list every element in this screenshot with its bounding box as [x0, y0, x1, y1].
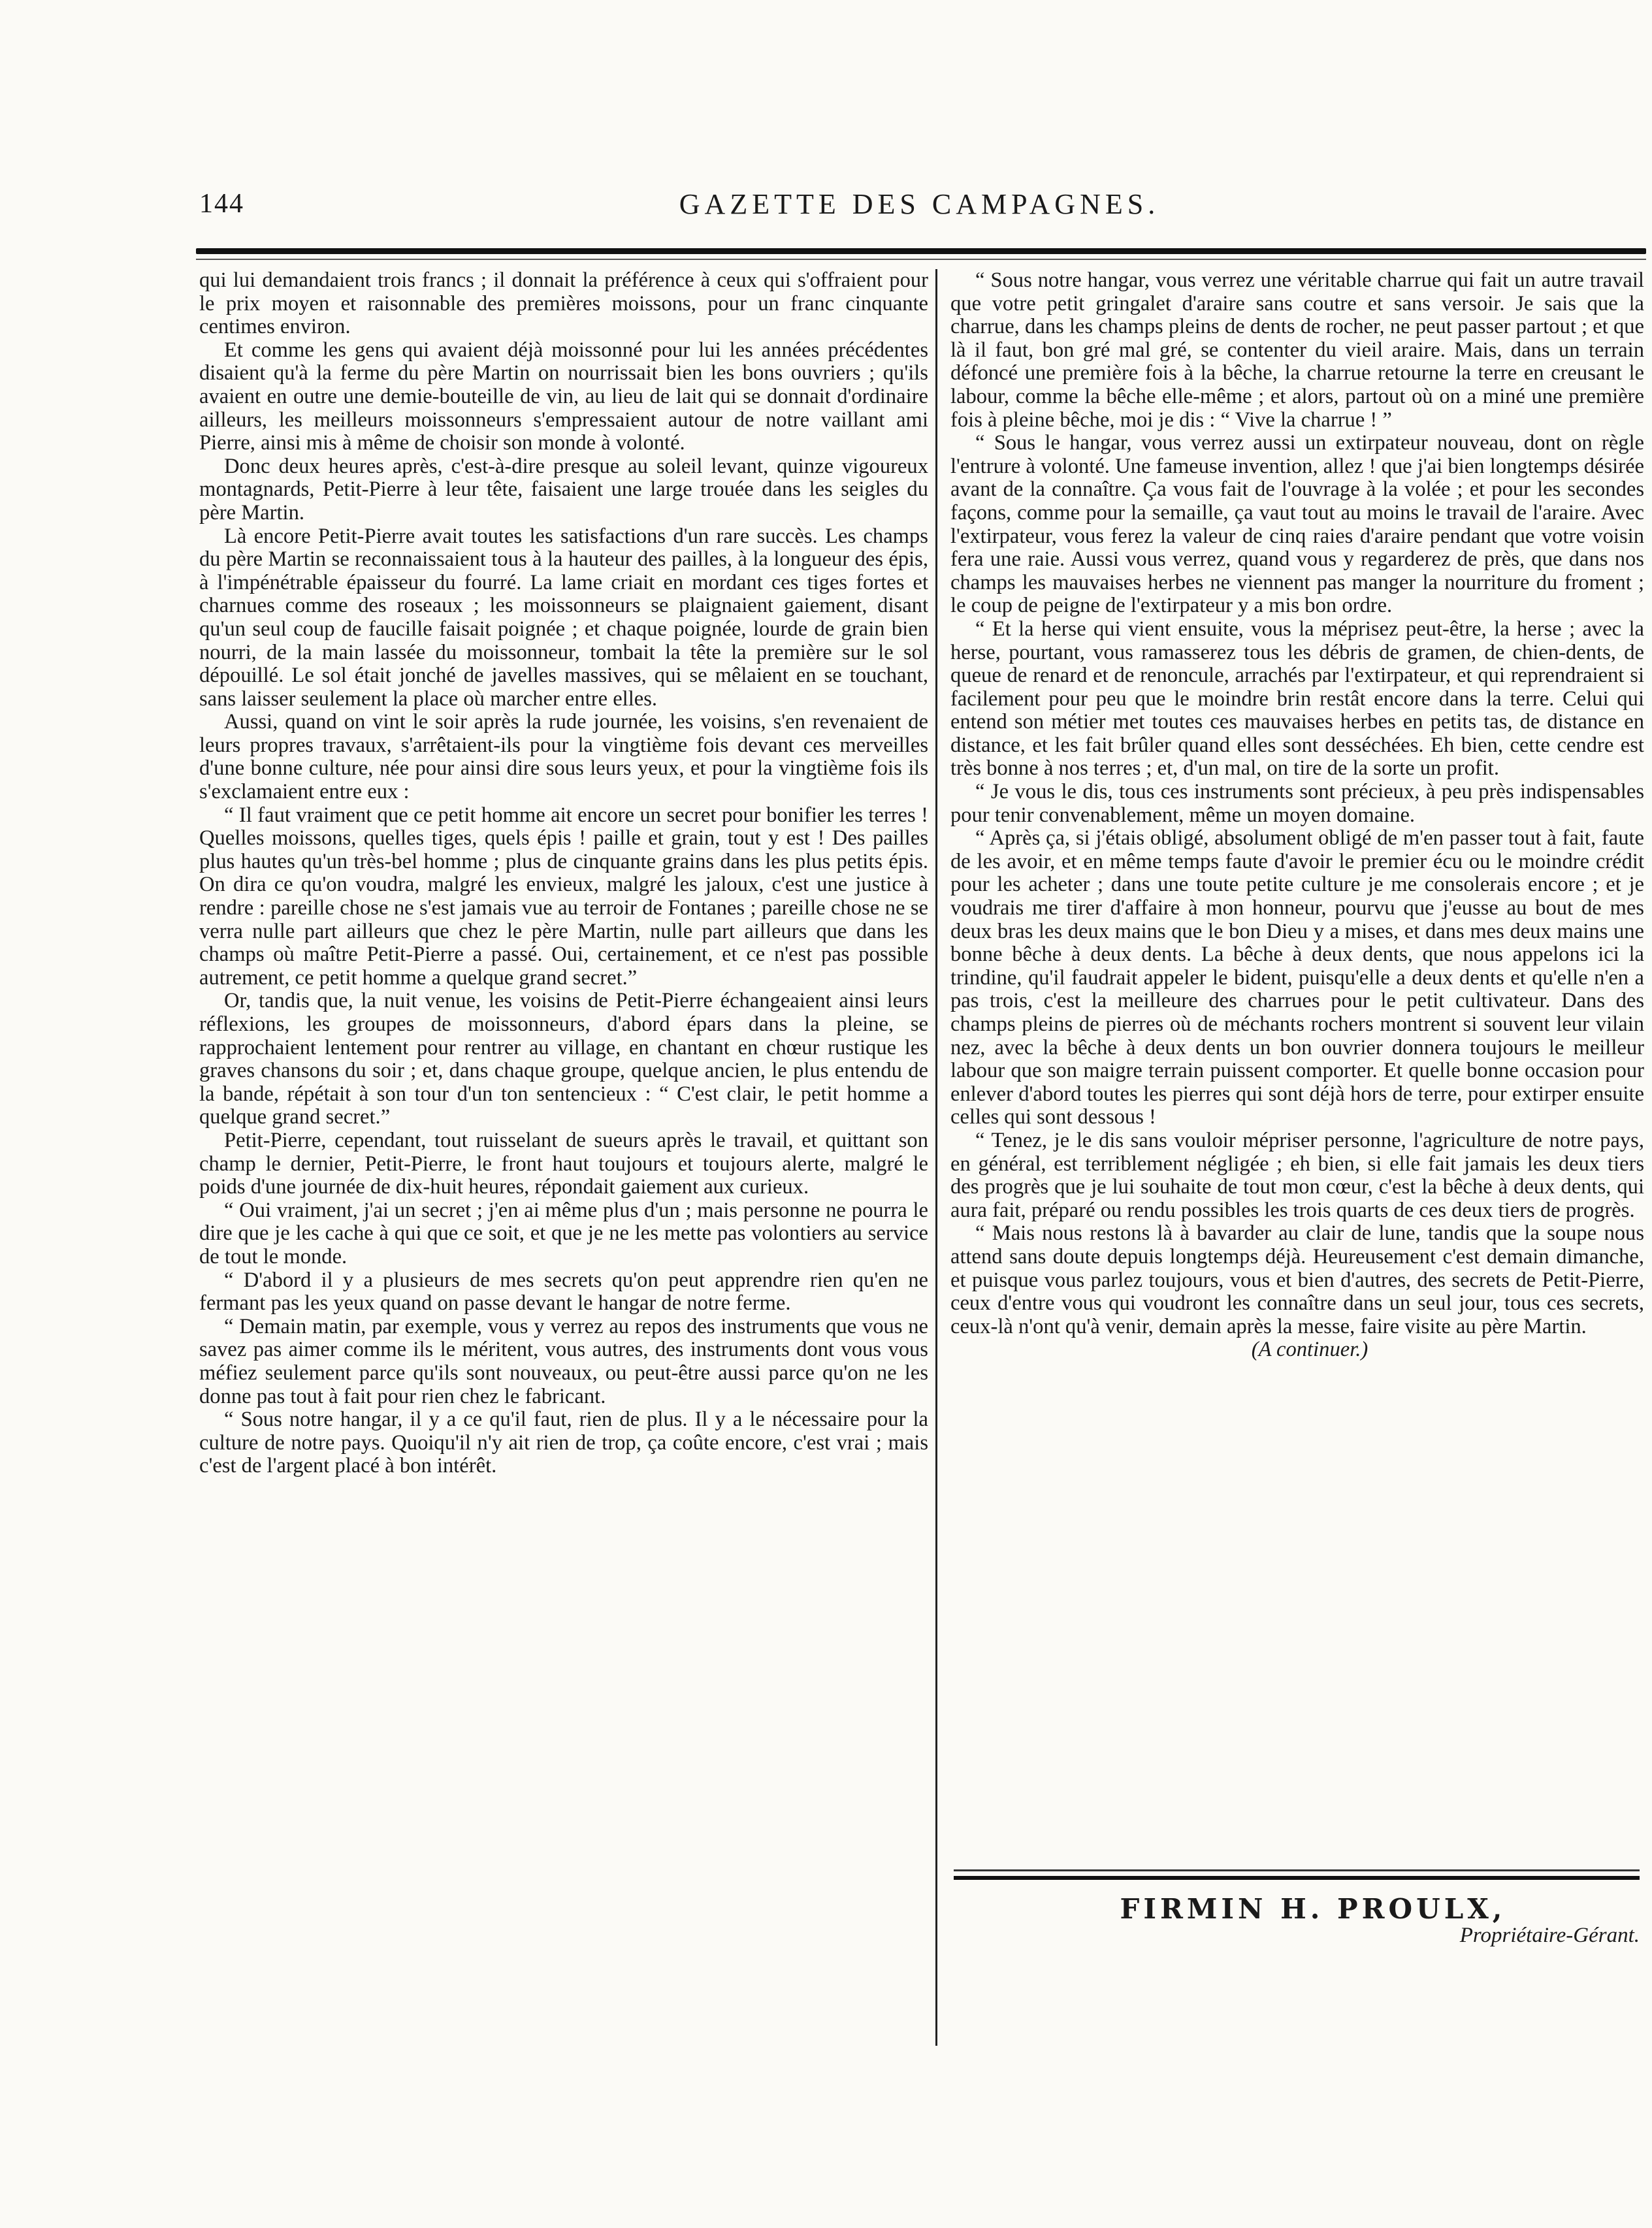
- page-number: 144: [199, 189, 244, 219]
- paragraph: “ Mais nous restons là à bavarder au clair de lune, tandis que la soupe nous attend sans doute depuis longtemps déjà. Heureusement c'est demain dimanche, et puisque vous parlez toujours, vous et bien d'autres, des secrets de Petit-Pierre, ceux d'entre vous qui voudront les connaître dans un seul jour, tous ces secrets, ceux-là n'ont qu'à venir, demain après la messe, faire visite au père Martin.: [950, 1221, 1644, 1338]
- paragraph: Et comme les gens qui avaient déjà moissonné pour lui les années précédentes disaient qu'à la ferme du père Martin on nourrissait bien les bons ouvriers ; qu'ils avaient en outre une demie-bouteille de vin, au lieu de lait qui se donnait d'ordinaire ailleurs, les meilleurs moissonneurs s'empressaient autour de notre vaillant ami Pierre, ainsi mis à même de choisir son monde à volonté.: [199, 338, 928, 455]
- paragraph: “ Sous notre hangar, vous verrez une véritable charrue qui fait un autre travail que votre petit gringalet d'araire sans coutre et sans versoir. Je sais que la charrue, dans les champs pleins de dents de rocher, ne peut passer partout ; et que là il faut, bon gré mal gré, se contenter du vieil araire. Mais, dans un terrain défoncé une première fois à la bêche, la charrue retourne la terre en creusant le labour, comme la bêche elle-même ; et alors, partout où on a miné une première fois à pleine bêche, moi je dis : “ Vive la charrue ! ”: [950, 268, 1644, 432]
- paragraph: “ Demain matin, par exemple, vous y verrez au repos des instruments que vous ne savez pas aimer comme ils le méritent, vous autres, des instruments dont vous vous méfiez seulement parce qu'ils sont nouveaux, ou peut-être aussi parce qu'on ne les donne pas tout à fait pour rien chez le fabricant.: [199, 1314, 928, 1408]
- column-divider: [935, 269, 937, 2046]
- paragraph: Aussi, quand on vint le soir après la rude journée, les voisins, s'en revenaient de leurs propres travaux, s'arrêtaient-ils pour la vingtième fois devant ces merveilles d'une bonne culture, née pour ainsi dire sous leurs yeux, et pour la vingtième fois ils s'exclamaient entre eux :: [199, 710, 928, 804]
- publication-title: GAZETTE DES CAMPAGNES.: [679, 187, 1160, 220]
- page-header: [199, 184, 1640, 223]
- signature-rule-heavy: [954, 1876, 1640, 1880]
- paragraph: Or, tandis que, la nuit venue, les voisins de Petit-Pierre échangeaient ainsi leurs réflexions, les groupes de moissonneurs, d'abord épars dans la pleine, se rapprochaient lentement pour rentrer au village, en chantant en chœur rustique les graves chansons du soir ; et, dans chaque groupe, quelque ancien, le plus entendu de la bande, répétait à son tour d'un ton sentencieux : “ C'est clair, le petit homme a quelque grand secret.”: [199, 989, 928, 1129]
- signature-role: Propriétaire-Gérant.: [1459, 1924, 1640, 1947]
- paragraph: “ Je vous le dis, tous ces instruments sont précieux, à peu près indispensables pour tenir convenablement, même un moyen domaine.: [950, 780, 1644, 827]
- signature-rule: [954, 1869, 1640, 1871]
- paragraph: “ D'abord il y a plusieurs de mes secrets qu'on peut apprendre rien qu'en ne fermant pas les yeux quand on passe devant le hangar de notre ferme.: [199, 1268, 928, 1316]
- right-column: [950, 269, 1644, 1362]
- header-rule-thin: [196, 259, 1646, 260]
- continuation-note: (A continuer.): [1251, 1338, 1369, 1362]
- paragraph: Petit-Pierre, cependant, tout ruisselant de sueurs après le travail, et quittant son champ le dernier, Petit-Pierre, le front haut toujours et toujours alerte, malgré le poids d'une journée de dix-huit heures, répondait gaiement aux curieux.: [199, 1128, 928, 1199]
- left-column: [199, 269, 928, 1478]
- paragraph: “ Oui vraiment, j'ai un secret ; j'en ai même plus d'un ; mais personne ne pourra le dire que je les cache à qui que ce soit, et que je ne les mette pas volontiers au service de tout le monde.: [199, 1198, 928, 1268]
- paragraph: “ Et la herse qui vient ensuite, vous la méprisez peut-être, la herse ; avec la herse, pourtant, vous ramasserez tous les débris de gramen, de chien-dents, de queue de renard et de renoncule, arrachés par l'extirpateur, et qui reprendraient si facilement pour peu que le moindre brin restât encore dans la terre. Celui qui entend son métier met toutes ces mauvaises herbes en petits tas, de distance en distance, et les fait brûler quand elles sont desséchées. Eh bien, cette cendre est très bonne à nos terres ; et, d'un mal, on tire de la sorte un profit.: [950, 617, 1644, 781]
- paragraph: qui lui demandaient trois francs ; il donnait la préférence à ceux qui s'offraient pour le prix moyen et raisonnable des premières moissons, pour un franc cinquante centimes environ.: [199, 268, 928, 339]
- header-rule: [196, 248, 1646, 254]
- paragraph: “ Sous notre hangar, il y a ce qu'il faut, rien de plus. Il y a le nécessaire pour la culture de notre pays. Quoiqu'il n'y ait rien de trop, ça coûte encore, c'est vrai ; mais c'est de l'argent placé à bon intérêt.: [199, 1408, 928, 1478]
- paragraph: “ Après ça, si j'étais obligé, absolument obligé de m'en passer tout à fait, faute de les avoir, et en même temps faute d'avoir le premier écu ou le moindre crédit pour les acheter ; dans une toute petite culture je me consolerais encore ; et je voudrais me tirer d'affaire à mon honneur, pourvu que j'eusse au bout de mes deux bras les deux mains que le bon Dieu y a mises, et dans mes deux mains une bonne bêche à deux dents. La bêche à deux dents, que nous appelons ici la trindine, qu'il faudrait appeler le bident, puisqu'elle a deux dents et qu'elle n'en a pas trois, c'est la meilleure des charrues pour le petit cultivateur. Dans des champs pleins de pierres où de méchants rochers montrent si souvent leur vilain nez, avec la bêche à deux dents un bon ouvrier donnera toujours le meilleur labour que son maigre terrain puissent comporter. Et quelle bonne occasion pour enlever d'abord toutes les pierres qui sont déjà hors de terre, pour extirper ensuite celles qui sont dessous !: [950, 826, 1644, 1129]
- paragraph: Là encore Petit-Pierre avait toutes les satisfactions d'un rare succès. Les champs du père Martin se reconnaissaient tous à la hauteur des pailles, à la longueur des épis, à l'impénétrable épaisseur du fourré. La lame criait en mordant ces tiges fortes et charnues comme des roseaux ; les moissonneurs se plaignaient gaiement, disant qu'un seul coup de faucille faisait poignée ; et chaque poignée, lourde de grain bien nourri, de la main lassée du moissonneur, tombait la tête la première sur le sol dépouillé. Le sol était jonché de javelles massives, qui se mêlaient en se touchant, sans laisser seulement la place où marcher entre elles.: [199, 524, 928, 711]
- paragraph: “ Il faut vraiment que ce petit homme ait encore un secret pour bonifier les terres ! Quelles moissons, quelles tiges, quels épis ! paille et grain, tout y est ! Des pailles plus hautes qu'un très-bel homme ; plus de cinquante grains dans les plus petits épis. On dira ce qu'on voudra, malgré les envieux, malgré les jaloux, c'est une justice à rendre : pareille chose ne s'est jamais vue au terroir de Fontanes ; pareille chose ne se verra nulle part ailleurs que chez le père Martin, nulle part ailleurs que dans les champs où maître Petit-Pierre a passé. Oui, certainement, et ce n'est pas possible autrement, ce petit homme a quelque grand secret.”: [199, 803, 928, 990]
- paragraph: “ Sous le hangar, vous verrez aussi un extirpateur nouveau, dont on règle l'entrure à volonté. Une fameuse invention, allez ! que j'ai bien longtemps désirée avant de la connaître. Ça vous fait de l'ouvrage à la volée ; et pour les secondes façons, comme pour la semaille, ça vaut tout au moins le travail de l'araire. Avec l'extirpateur, vous ferez la valeur de cinq raies d'araire pendant que votre voisin fera une raie. Aussi vous verrez, quand vous y regarderez de près, que dans nos champs les mauvaises herbes ne viennent pas manger la nourriture du froment ; le coup de peigne de l'extirpateur y a mis bon ordre.: [950, 431, 1644, 618]
- paragraph: Donc deux heures après, c'est-à-dire presque au soleil levant, quinze vigoureux montagnards, Petit-Pierre à leur tête, faisaient une large trouée dans les seigles du père Martin.: [199, 454, 928, 525]
- signature-name: FIRMIN H. PROULX,: [1120, 1893, 1506, 1925]
- paragraph: “ Tenez, je le dis sans vouloir mépriser personne, l'agriculture de notre pays, en général, est terriblement négligée ; eh bien, si elle fait jamais les deux tiers des progrès que je lui souhaite de tout mon cœur, c'est la bêche à deux dents, qui aura fait, préparé ou rendu possibles les trois quarts de ces deux tiers de progrès.: [950, 1128, 1644, 1222]
